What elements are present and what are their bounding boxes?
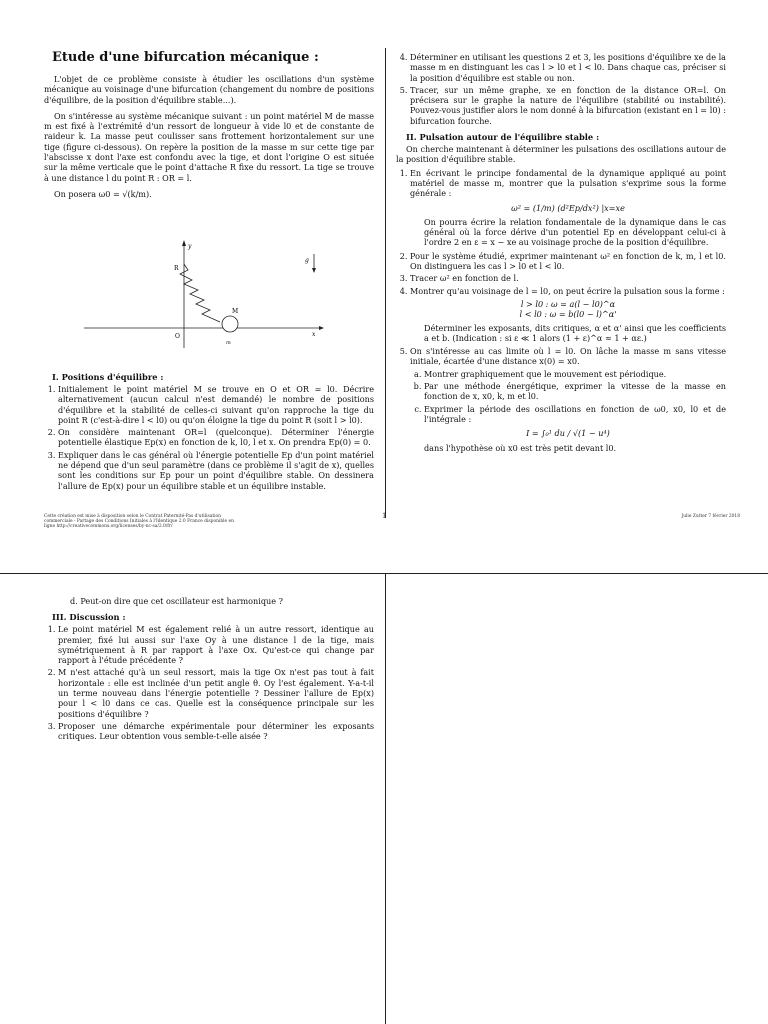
left-column	[44, 50, 374, 205]
equation-omega-below: l < l0 : ω = b(l0 − l)^α'	[519, 309, 617, 320]
equation-omega-general: ω² = (1/m) (d²Ep/dx²) |x=xe	[511, 202, 625, 213]
list-item: c. Exprimer la période des oscillations en fonction de ω0, x0, l0 et de l'intégrale :	[424, 404, 726, 425]
list-item: 3. Tracer ω² en fonction de l.	[410, 273, 726, 283]
question-text: On s'intéresse au cas limite où l = l0. On lâche la masse m sans vitesse initiale, écartée d'une distance x(0) = x0.	[410, 346, 726, 367]
section-1-continued-list	[396, 52, 726, 126]
figure-label-x: x	[312, 331, 316, 338]
hint-text: On pourra écrire la relation fondamentale de la dynamique dans le cas général où la force dérive d'un potentiel Ep en développant celui-ci à l'ordre 2 en ε = x − xe au voisinage proche de la position d'équilibre.	[424, 216, 726, 248]
list-item: 1. Le point matériel M est également relié à un autre ressort, identique au premier, fixé lui aussi sur l'axe Oy à une distance l de la tige, mais symétriquement à R par rapport à l'axe Ox. Qu'est-ce qui change par rapport à l'étude précédente ?	[58, 624, 374, 665]
mechanism-figure	[84, 240, 324, 350]
list-item: a. Montrer graphiquement que le mouvement est périodique.	[424, 369, 726, 379]
page-2	[0, 548, 768, 1024]
section-3-list	[44, 624, 374, 741]
footer-page-number: 1	[382, 512, 387, 520]
section-2-title: II. Pulsation autour de l'équilibre stable :	[406, 132, 600, 143]
question-text: Montrer qu'au voisinage de l = l0, on peut écrire la pulsation sous la forme :	[410, 285, 725, 296]
list-item	[410, 286, 726, 343]
list-item: 2. Pour le système étudié, exprimer maintenant ω² en fonction de k, m, l et l0. On distinguera les cas l > l0 et l < l0.	[410, 251, 726, 272]
intro-paragraph: L'objet de ce problème consiste à étudier les oscillations d'un système mécanique au voisinage d'une bifurcation (changement du nombre de positions d'équilibre, de la position d'équilibre stable...).	[44, 74, 374, 105]
hypothesis-text: dans l'hypothèse où x0 est très petit devant l0.	[424, 442, 617, 453]
list-item: 5. Tracer, sur un même graphe, xe en fonction de la distance OR=l. On précisera sur le graphe la nature de l'équilibre (stabilité ou instabilité). Pouvez-vous justifier alors le nom donné à la bifurcation (existant en l = l0) : bifurcation fourche.	[410, 85, 726, 126]
figure-label-m: m	[226, 340, 231, 346]
hint-text: Déterminer les exposants, dits critiques, α et α' ainsi que les coefficients a et b. (Indication : si ε ≪ 1 alors (1 + ε)^α ≈ 1 + αε.)	[424, 322, 726, 343]
list-item: 1. Initialement le point matériel M se trouve en O et OR = l0. Décrire alternativement (aucun calcul n'est demandé) le nombre de positions d'équilibre et la stabilité de celles-ci suivant qu'on rapproche la tige du point R (c'est-à-dire l < l0) ou qu'on éloigne la tige du point R (soit l > l0).	[58, 384, 374, 425]
column-divider	[385, 48, 386, 518]
figure-label-g: g	[305, 257, 309, 264]
footer-license: Cette création est mise à disposition selon le Contrat Paternité-Pas d'utilisation commerciale - Partage des Conditions Initiales à l'Identique 2.0 France disponible en ligne http://creativecommons.org/licenses/by-nc-sa/2.0/fr/	[44, 514, 234, 530]
section-3-title: III. Discussion :	[52, 612, 126, 623]
setup-paragraph: On s'intéresse au système mécanique suivant : un point matériel M de masse m est fixé à l'extrémité d'un ressort de longueur à vide l0 et de constante de raideur k. La masse peut coulisser sans frottement horizontalement sur une tige (figure ci-dessous). On repère la position de la masse m sur cette tige par l'abscisse x dont l'axe est confondu avec la tige, et dont l'origine O est située sur la même verticale que le point d'attache R fixe du ressort. La tige se trouve à une distance l du point R : OR = l.	[44, 110, 374, 183]
list-item: 2. M n'est attaché qu'à un seul ressort, mais la tige Ox n'est pas tout à fait horizontale : elle est inclinée d'un petit angle θ. Oy l'est également. Y-a-t-il un terme nouveau dans l'énergie potentielle ? Dessiner l'allure de Ep(x) pour l < l0 dans ce cas. Quelle est la conséquence principale sur les positions d'équilibre ?	[58, 667, 374, 718]
page-title: Etude d'une bifurcation mécanique :	[52, 50, 319, 65]
list-item	[410, 346, 726, 453]
question-d: d. Peut-on dire que cet oscillateur est harmonique ?	[70, 596, 283, 606]
list-item: b. Par une méthode énergétique, exprimer la vitesse de la masse en fonction de x, x0, k, m et l0.	[424, 381, 726, 402]
list-item: 3. Proposer une démarche expérimentale pour déterminer les exposants critiques. Leur obtention vous semble-t-elle aisée ?	[58, 721, 374, 742]
page-2-column	[44, 596, 374, 744]
list-item: 4. Déterminer en utilisant les questions 2 et 3, les positions d'équilibre xe de la masse m en distinguant les cas l > l0 et l < l0. Dans chaque cas, préciser si la position d'équilibre est stable ou non.	[410, 52, 726, 83]
section-2-intro: On cherche maintenant à déterminer les pulsations des oscillations autour de la position d'équilibre stable.	[396, 144, 726, 165]
figure-label-y: y	[188, 243, 192, 250]
list-item: 3. Expliquer dans le cas général où l'énergie potentielle Ep d'un point matériel ne dépend que d'un seul paramètre (dans ce problème il s'agit de x), quelles sont les conditions sur Ep pour un point d'équilibre stable. On dessinera l'allure de Ep(x) pour un équilibre stable et un équilibre instable.	[58, 450, 374, 491]
section-1-list	[44, 384, 374, 491]
omega-definition: On posera ω0 = √(k/m).	[54, 188, 152, 199]
list-item	[410, 168, 726, 248]
equation-omega-above: l > l0 : ω = a(l − l0)^α	[520, 298, 616, 309]
column-divider	[385, 574, 386, 1024]
footer-author-date: Julie Zutter 7 février 2018	[681, 514, 740, 519]
section-1-title: I. Positions d'équilibre :	[52, 372, 164, 382]
sub-list	[410, 369, 726, 424]
figure-label-O: O	[175, 333, 180, 340]
section-1	[44, 366, 374, 493]
equation-integral: I = ∫₀¹ du / √(1 − u⁴)	[526, 428, 610, 439]
right-column	[396, 52, 726, 456]
figure-label-M: M	[232, 308, 239, 315]
question-text: En écrivant le principe fondamental de la dynamique appliqué au point matériel de masse m, montrer que la pulsation s'exprime sous la forme générale :	[410, 167, 726, 199]
figure-label-R: R	[174, 265, 179, 272]
section-2-list	[396, 168, 726, 453]
list-item: 2. On considère maintenant OR=l (quelconque). Déterminer l'énergie potentielle élastique Ep(x) en fonction de k, l0, l et x. On prendra Ep(0) = 0.	[58, 427, 374, 448]
